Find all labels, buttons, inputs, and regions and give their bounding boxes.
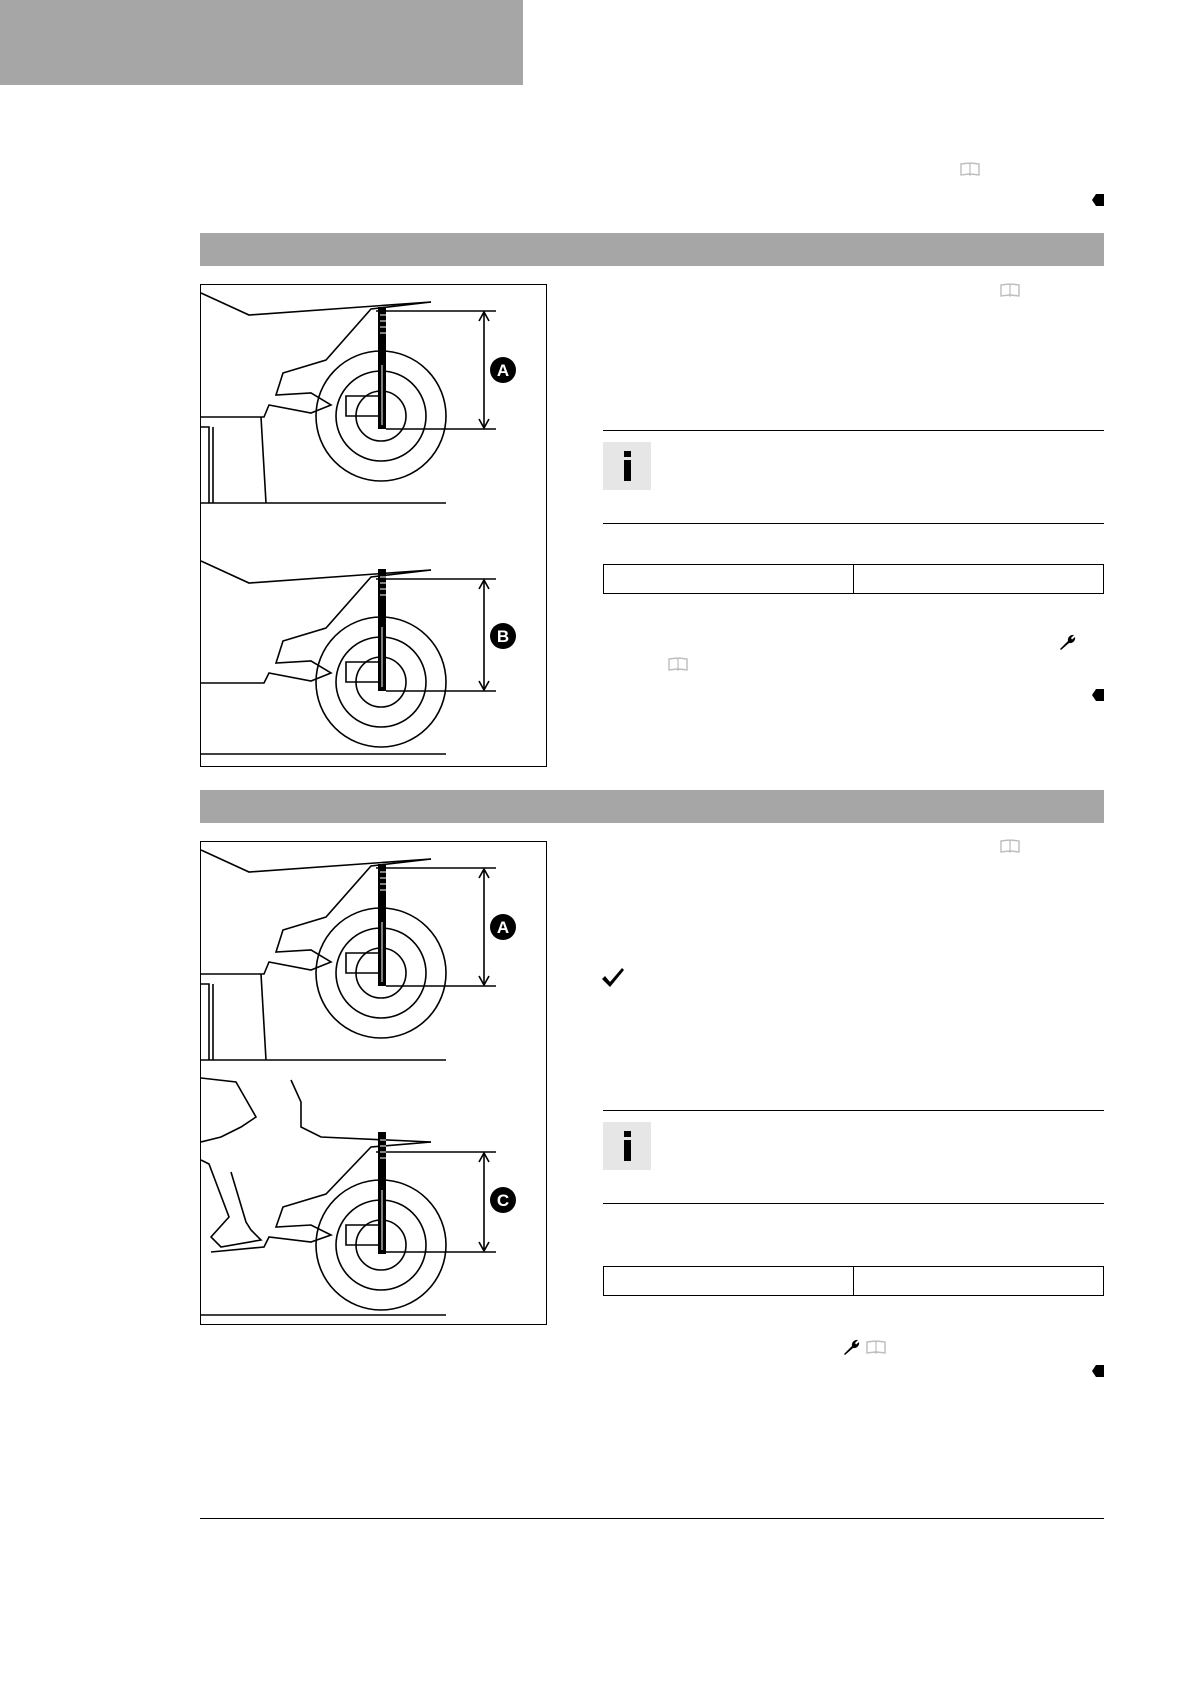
end-of-section-icon <box>1092 194 1104 206</box>
spec-table <box>603 564 1104 594</box>
end-of-section-icon <box>1092 689 1104 701</box>
info-icon <box>619 1131 635 1161</box>
book-reference-icon[interactable] <box>960 162 980 176</box>
header-tab <box>0 0 523 85</box>
note-rule-bottom <box>603 523 1104 524</box>
figure-label-b: B <box>496 627 510 646</box>
book-reference-icon[interactable] <box>866 1340 886 1354</box>
spec-table-cell <box>604 565 853 593</box>
wrench-icon <box>1058 633 1076 651</box>
book-reference-icon[interactable] <box>1000 283 1020 297</box>
section-heading-band-1 <box>200 233 1104 266</box>
check-icon <box>601 967 625 989</box>
note-rule-top <box>603 1110 1104 1111</box>
footer-rule <box>200 1518 1104 1519</box>
wrench-icon <box>842 1338 860 1356</box>
note-rule-top <box>603 430 1104 431</box>
note-rule-bottom <box>603 1203 1104 1204</box>
end-of-section-icon <box>1092 1365 1104 1377</box>
book-reference-icon[interactable] <box>668 657 688 671</box>
figure-sag-measurement-a-c <box>200 841 547 1325</box>
info-note-box <box>603 1122 651 1170</box>
spec-table-cell <box>604 1267 853 1295</box>
figure-label-c: C <box>496 1191 510 1210</box>
book-reference-icon[interactable] <box>1000 839 1020 853</box>
spec-table-cell <box>853 1267 1103 1295</box>
section-heading-band-2 <box>200 790 1104 823</box>
figure-sag-measurement-a-b <box>200 284 547 767</box>
info-icon <box>619 451 635 481</box>
spec-table <box>603 1266 1104 1296</box>
info-note-box <box>603 442 651 490</box>
spec-table-cell <box>853 565 1103 593</box>
figure-label-a: A <box>496 361 510 380</box>
figure-label-a: A <box>496 918 510 937</box>
